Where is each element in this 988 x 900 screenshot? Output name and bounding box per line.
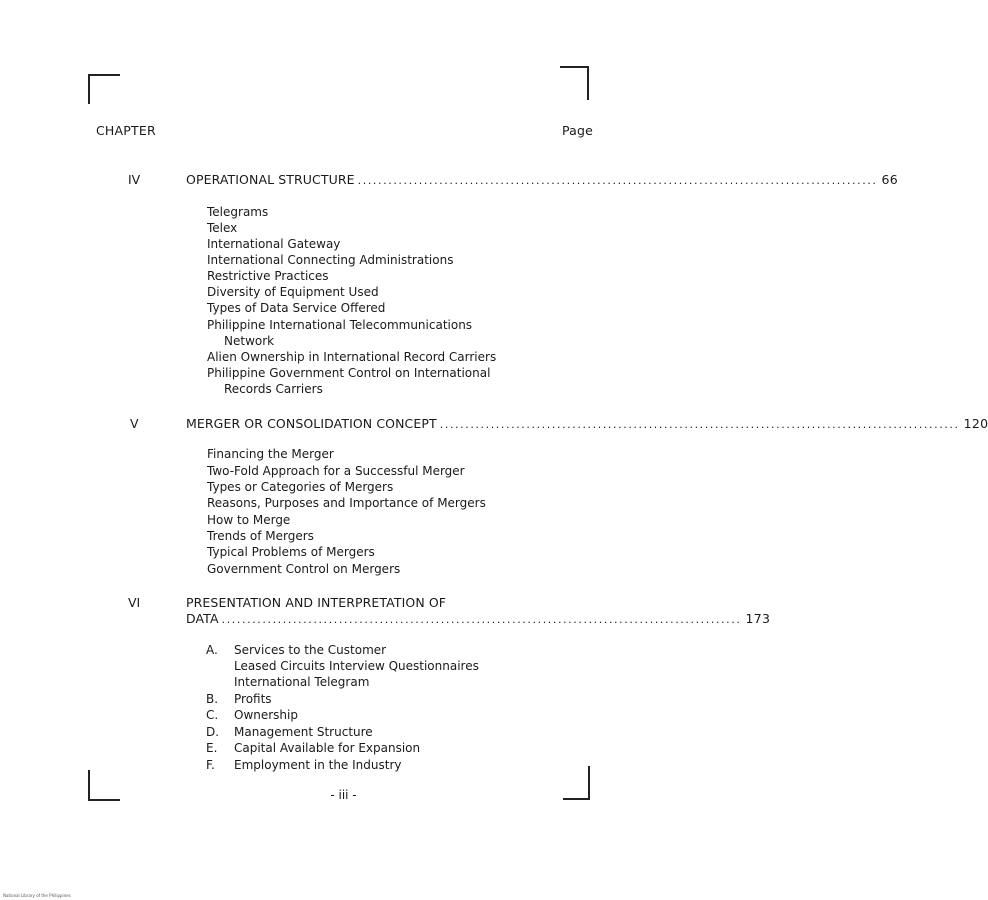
chapter-page-number: 66 xyxy=(881,172,899,187)
chapter-title: OPERATIONAL STRUCTURE xyxy=(186,172,355,187)
section-item xyxy=(206,757,401,773)
chapter-column-header: CHAPTER xyxy=(96,123,156,138)
topic-item: Financing the Merger xyxy=(207,447,334,461)
topic-item: Restrictive Practices xyxy=(207,269,329,283)
topic-item: Government Control on Mergers xyxy=(207,562,401,576)
topic-item: Trends of Mergers xyxy=(207,529,314,543)
topic-item-continuation: Network xyxy=(224,334,275,348)
section-subitem: Leased Circuits Interview Questionnaires xyxy=(234,659,479,673)
dot-leader: ...................................................................................................... xyxy=(439,418,960,431)
dot-leader: ...................................................................................................... xyxy=(221,613,742,626)
topic-item: Philippine International Telecommunications xyxy=(207,318,473,332)
topic-item-continuation: Records Carriers xyxy=(224,382,323,396)
section-item xyxy=(206,724,373,740)
section-text: Capital Available for Expansion xyxy=(234,741,421,755)
chapter-title: MERGER OR CONSOLIDATION CONCEPT xyxy=(186,416,437,431)
section-letter: D. xyxy=(206,725,220,739)
chapter-page-number: 120 xyxy=(963,416,988,431)
section-text: Management Structure xyxy=(234,725,373,739)
section-letter: B. xyxy=(206,692,219,706)
page-number-footer: - iii - xyxy=(330,788,357,802)
topic-item: How to Merge xyxy=(207,513,291,527)
topic-item: International Connecting Administrations xyxy=(207,253,454,267)
crop-mark-top-right xyxy=(560,66,589,100)
topic-item: Telex xyxy=(207,221,238,235)
dot-leader: ...................................................................................................... xyxy=(357,174,878,187)
topic-item: Types or Categories of Mergers xyxy=(207,480,394,494)
chapter-title-line-1: PRESENTATION AND INTERPRETATION OF xyxy=(186,595,447,610)
chapter-page-number: 173 xyxy=(745,611,771,626)
chapter-number: IV xyxy=(128,172,141,187)
chapter-number: V xyxy=(130,416,139,431)
chapter-number: VI xyxy=(128,595,141,610)
section-letter: C. xyxy=(206,708,219,722)
archive-stamp: National Library of the Philippines xyxy=(3,893,71,898)
section-letter: F. xyxy=(206,758,215,772)
section-item xyxy=(206,691,272,707)
section-text: Services to the Customer xyxy=(234,643,387,657)
section-item xyxy=(206,707,298,723)
section-text: Profits xyxy=(234,692,272,706)
crop-mark-top-left xyxy=(88,74,120,104)
section-item xyxy=(206,740,420,756)
section-item xyxy=(206,642,386,658)
topic-item: International Gateway xyxy=(207,237,341,251)
section-text: Ownership xyxy=(234,708,298,722)
topic-item: Typical Problems of Mergers xyxy=(207,545,375,559)
section-subitem: International Telegram xyxy=(234,675,370,689)
section-letter: E. xyxy=(206,741,218,755)
topic-item: Types of Data Service Offered xyxy=(207,301,386,315)
topic-item: Alien Ownership in International Record Carriers xyxy=(207,350,497,364)
page-column-header: Page xyxy=(561,123,593,138)
topic-item: Two-Fold Approach for a Successful Merger xyxy=(207,464,465,478)
topic-item: Diversity of Equipment Used xyxy=(207,285,379,299)
topic-item: Reasons, Purposes and Importance of Mergers xyxy=(207,496,486,510)
section-letter: A. xyxy=(206,643,218,657)
chapter-title-line-2: DATA xyxy=(186,611,219,626)
section-text: Employment in the Industry xyxy=(234,758,402,772)
topic-item: Philippine Government Control on International xyxy=(207,366,491,380)
topic-item: Telegrams xyxy=(207,205,269,219)
